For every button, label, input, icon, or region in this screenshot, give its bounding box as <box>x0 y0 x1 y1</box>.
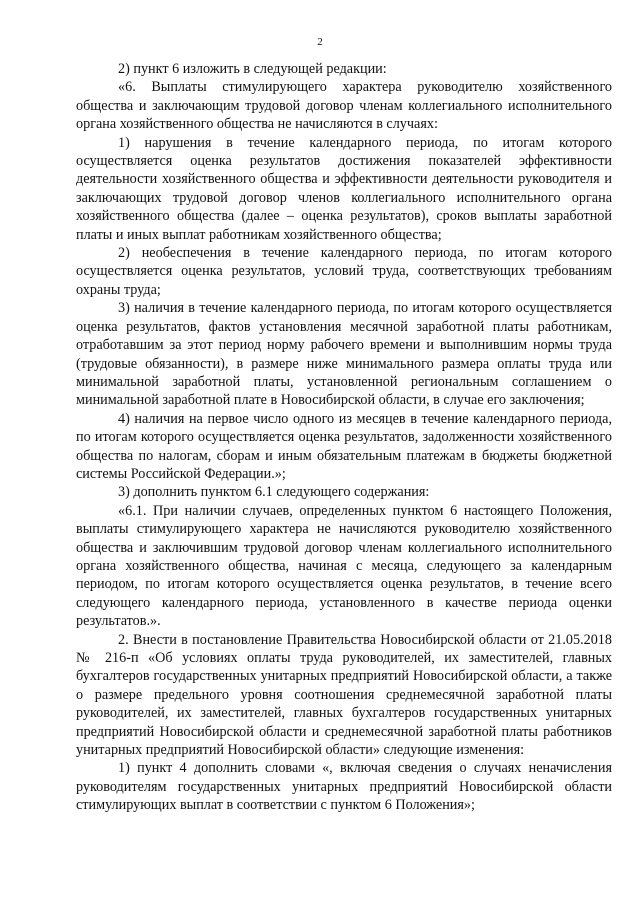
paragraph-section-2: 2. Внести в постановление Правительства Новосибирской области от 21.05.2018 № 216-п «Об условиях оплаты труда руководителей, их заместителей, главных бухгалтеров государственных унитарных предприятий Новосибирской области, а также о размере предельного уровня соотношения среднемесячной заработной платы руководителей, их заместителей, главных бухгалтеров государственных унитарных предприятий Новосибирской области и среднемесячной заработной платы работников унитарных предприятий Новосибирской области» следующие изменения: <box>76 631 612 759</box>
paragraph-section-2-item-1: 1) пункт 4 дополнить словами «, включая сведения о случаях неначисления руководителям государственных унитарных предприятий Новосибирской области стимулирующих выплат в соответствии с пунктом 6 Положения»; <box>76 760 612 814</box>
paragraph-case-1: 1) нарушения в течение календарного периода, по итогам которого осуществляется оценка результатов достижения показателей эффективности деятельности хозяйственного общества и эффективности деятельности руководителя и заключающих трудовой договор членов коллегиального исполнительного органа хозяйственного общества (далее – оценка результатов), сроков выплаты заработной платы и иных выплат работникам хозяйственного общества; <box>76 134 612 243</box>
paragraph-case-3: 3) наличия в течение календарного периода, по итогам которого осуществляется оценка результатов, фактов установления месячной заработной платы работникам, отработавшим за этот период норму рабочего времени и выполнившим нормы труда (трудовые обязанности), в размере ниже минимального размера оплаты труда или минимальной заработной платы, установленной региональным соглашением о минимальной заработной плате в Новосибирской области, в случае его заключения; <box>76 300 612 409</box>
paragraph-case-2: 2) необеспечения в течение календарного периода, по итогам которого осуществляется оценка результатов, условий труда, соответствующих требованиям охраны труда; <box>76 245 612 298</box>
paragraph-point-6-intro: «6. Выплаты стимулирующего характера руководителю хозяйственного общества и заключающим трудовой договор членам коллегиального исполнительного органа хозяйственного общества не начисляются в случаях: <box>76 79 612 133</box>
paragraph-add-point-6-1: 3) дополнить пунктом 6.1 следующего содержания: <box>118 484 430 501</box>
document-body <box>76 60 612 815</box>
paragraph-amend-point-6: 2) пункт 6 изложить в следующей редакции: <box>118 61 387 77</box>
paragraph-point-6-1-text: «6.1. При наличии случаев, определенных пунктом 6 настоящего Положения, выплаты стимулирующего характера не начисляются руководителю хозяйственного общества и заключившим трудовой договор членам коллегиального исполнительного органа хозяйственного общества, начиная с месяца, следующего за календарным периодом, по итогам которого осуществляется оценка результатов, в течение всего следующего календарного периода, установленного в качестве периода оценки результатов.». <box>76 502 612 630</box>
page-number: 2 <box>317 36 323 48</box>
paragraph-case-4: 4) наличия на первое число одного из месяцев в течение календарного периода, по итогам которого осуществляется оценка результатов, задолженности хозяйственного общества по налогам, сборам и иным обязательным платежам в бюджеты бюджетной системы Российской Федерации.»; <box>76 410 612 482</box>
